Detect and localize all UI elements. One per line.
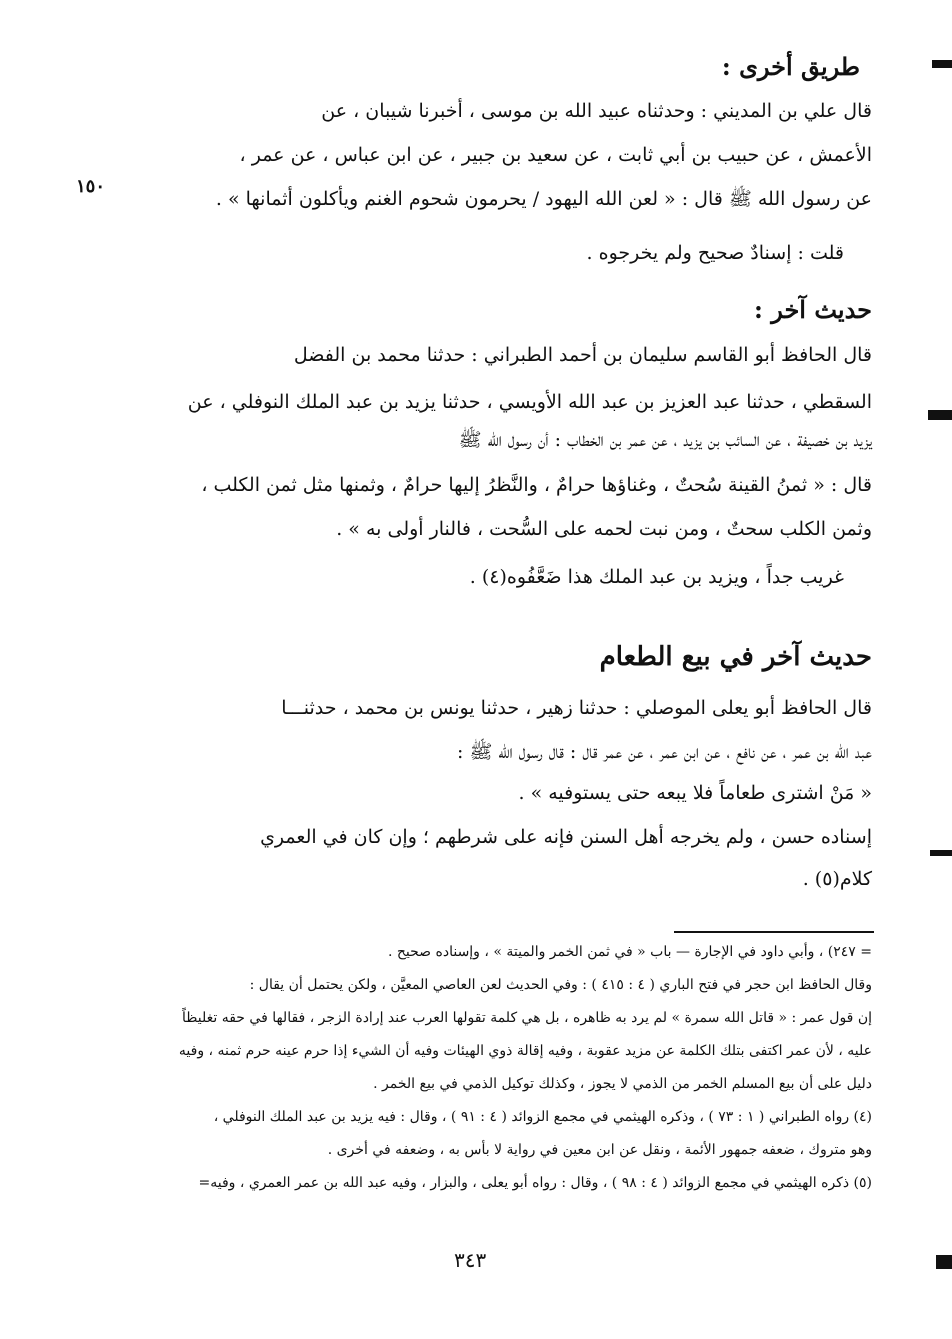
text-line: قال الحافظ أبو القاسم سليمان بن أحمد الطبراني : حدثنا محمد بن الفضل: [293, 344, 872, 366]
comment-line: إسناده حسن ، ولم يخرجه أهل السنن فإنه على شرطهم ؛ وإن كان في العمري: [260, 826, 872, 848]
text-line: قال الحافظ أبو يعلى الموصلي : حدثنا زهير ، حدثنا يونس بن محمد ، حدثنـــا: [281, 697, 872, 719]
footnote-line: إن قول عمر : « قاتل الله سمرة » لم يرد به ظاهره ، بل هي كلمة تقولها العرب عند إرادة الزجر ، فقالها في حقه تغليظاً: [182, 1010, 872, 1026]
margin-number: ١٥٠: [76, 176, 106, 197]
section-heading: حديث آخر في بيع الطعام: [599, 642, 872, 672]
comment-line: غريب جداً ، ويزيد بن عبد الملك هذا ضَعَّفُوه(٤) .: [469, 566, 844, 588]
footnote-line: = ٢٤٧) ، وأبي داود في الإجارة — باب « في ثمن الخمر والميتة » ، وإسناده صحيح .: [387, 944, 872, 960]
footnote-line: دليل على أن بيع المسلم الخمر من الذمي لا يجوز ، وكذلك توكيل الذمي في بيع الخمر .: [373, 1076, 872, 1092]
footnote-line: (٥) ذكره الهيثمي في مجمع الزوائد ( ٤ : ٩٨ ) ، وقال : رواه أبو يعلى ، والبزار ، وفيه عبد الله بن عمر العمري ، وفيه=: [198, 1175, 872, 1191]
text-line: يزيد بن خصيفة ، عن السائب بن يزيد ، عن عمر بن الخطاب : أن رسول الله ﷺ: [458, 429, 872, 451]
section-heading: طريق أخرى :: [721, 52, 860, 81]
text-line: عن رسول الله ﷺ قال : « لعن الله اليهود / يحرمون شحوم الغنم ويأكلون أثمانها » .: [215, 188, 872, 210]
scan-edge-mark: [932, 60, 952, 68]
section-heading: حديث آخر :: [754, 295, 872, 324]
page-number: ٣٤٣: [454, 1248, 487, 1272]
footnote-line: وقال الحافظ ابن حجر في فتح الباري ( ٤ : ٤١٥ ) : وفي الحديث لعن العاصي المعيَّن ، ولكن يحتمل أن يقال :: [249, 977, 872, 993]
footnote-separator: [674, 931, 874, 933]
text-line: السقطي ، حدثنا عبد العزيز بن عبد الله الأويسي ، حدثنا يزيد بن عبد الملك النوفلي ، عن: [187, 391, 872, 413]
text-line: قال علي بن المديني : وحدثناه عبيد الله بن موسى ، أخبرنا شيبان ، عن: [321, 100, 872, 122]
footnote-line: (٤) رواه الطبراني ( ١ : ٧٣ ) ، وذكره الهيثمي في مجمع الزوائد ( ٤ : ٩١ ) ، وقال : فيه يزيد بن عبد الملك النوفلي ،: [213, 1109, 872, 1125]
comment-line: كلام(٥) .: [802, 868, 872, 890]
text-line: الأعمش ، عن حبيب بن أبي ثابت ، عن سعيد بن جبير ، عن ابن عباس ، عن عمر ،: [239, 144, 872, 166]
scan-edge-mark: [936, 1255, 952, 1269]
footnote-line: عليه ، لأن عمر اكتفى بتلك الكلمة عن مزيد عقوبة ، وفيه إقالة ذوي الهيئات وفيه أن الشيء إذا حرم عينه حرم ثمنه ، وفيه: [178, 1043, 872, 1059]
text-line: عبد الله بن عمر ، عن نافع ، عن ابن عمر ، عن عمر قال : قال رسول الله ﷺ :: [457, 741, 872, 763]
scan-edge-mark: [930, 850, 952, 856]
comment-line: قلت : إسنادٌ صحيح ولم يخرجوه .: [586, 242, 844, 264]
footnote-line: وهو متروك ، ضعفه جمهور الأئمة ، ونقل عن ابن معين في رواية لا بأس به ، وضعفه في أخرى .: [327, 1142, 872, 1158]
text-line: « مَنْ اشترى طعاماً فلا يبعه حتى يستوفيه » .: [518, 782, 872, 804]
text-line: قال : « ثمنُ القينة سُحتٌ ، وغناؤها حرامٌ ، والنَّظرُ إليها حرامٌ ، وثمنها مثل ثمن الكلب ،: [201, 474, 872, 496]
scan-edge-mark: [928, 410, 952, 420]
text-line: وثمن الكلب سحتٌ ، ومن نبت لحمه على السُّحت ، فالنار أولى به » .: [336, 518, 872, 540]
